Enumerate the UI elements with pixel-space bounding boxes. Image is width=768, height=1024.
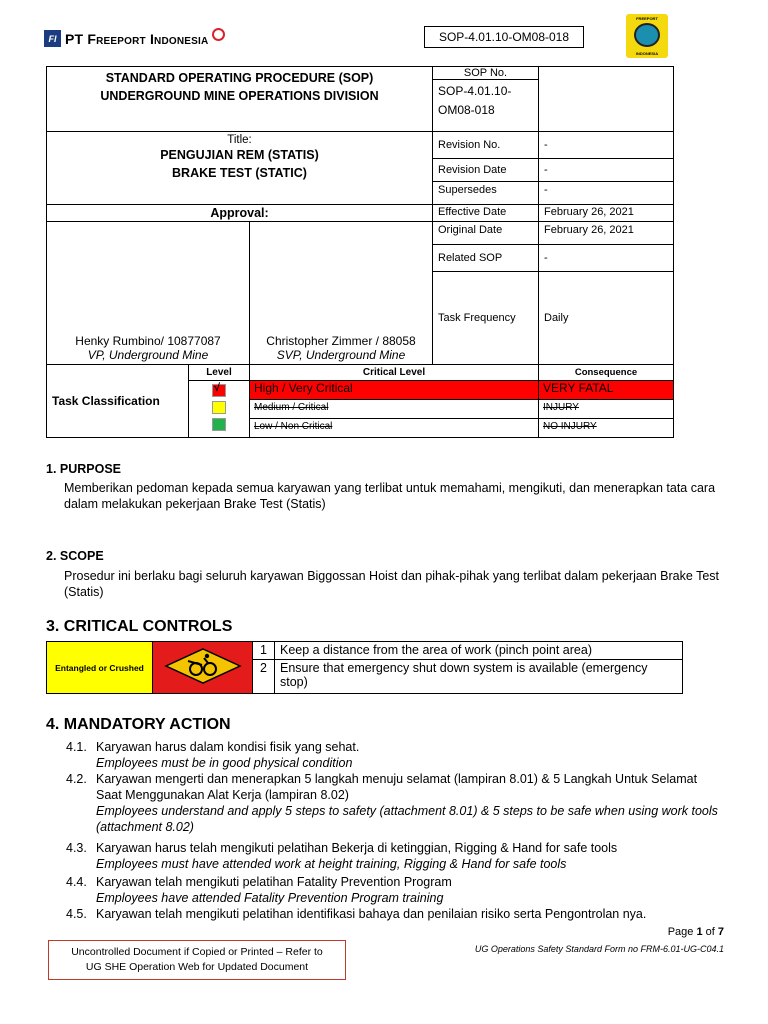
- notice-line2: UG SHE Operation Web for Updated Document: [85, 961, 309, 973]
- item-text-id: Karyawan telah mengikuti pelatihan Fatality Prevention Program: [96, 875, 452, 889]
- approver-1-role: VP, Underground Mine: [87, 348, 209, 362]
- approval-label: Approval:: [47, 205, 433, 222]
- logo-mark-icon: FI: [44, 30, 61, 47]
- level-swatch-medium: [212, 401, 226, 414]
- field-value: -: [539, 132, 674, 159]
- title-label: Title:: [227, 134, 252, 146]
- hazard-label: Entangled or Crushed: [47, 642, 153, 694]
- entanglement-warning-icon: [153, 642, 253, 694]
- sop-title-cell: [47, 67, 433, 132]
- item-text-en: Employees must have attended work at height training, Rigging & Hand for safe tools: [96, 857, 567, 871]
- company-name: PT Freeport Indonesia: [65, 30, 209, 47]
- badge-disc: [634, 23, 660, 47]
- logo-ring-icon: [212, 28, 225, 41]
- consequence-low: NO INJURY: [539, 419, 674, 438]
- control-number: 2: [253, 660, 275, 694]
- control-text: Ensure that emergency shut down system is available (emergency stop): [275, 660, 683, 694]
- form-number: UG Operations Safety Standard Form no FRM-6.01-UG-C04.1: [474, 944, 724, 954]
- approver-2-role: SVP, Underground Mine: [276, 348, 406, 362]
- uncontrolled-notice: [48, 940, 346, 980]
- field-value: -: [539, 245, 674, 272]
- title-id: PENGUJIAN REM (STATIS): [160, 148, 319, 162]
- item-text-id: Karyawan harus telah mengikuti pelatihan Bekerja di ketinggian, Rigging & Hand for safe tools: [96, 841, 618, 855]
- doc-number: SOP-4.01.10-OM08-018: [424, 26, 584, 48]
- field-value: February 26, 2021: [539, 205, 674, 222]
- critical-level-medium: Medium / Critical: [250, 400, 539, 419]
- field-label: Revision No.: [433, 132, 539, 159]
- page-current: 1: [696, 926, 703, 938]
- item-number: 4.4.: [66, 875, 87, 889]
- item-number: 4.1.: [66, 740, 87, 754]
- item-text-id: Karyawan mengerti dan menerapkan 5 langkah menuju selamat (lampiran 8.01) & 5 Langkah Untuk Selamat Saat Menggunakan Alat Kerja (lampiran 8.02): [96, 772, 698, 802]
- sop-title-line1: STANDARD OPERATING PROCEDURE (SOP): [105, 71, 374, 85]
- level-swatches: [189, 381, 250, 438]
- item-text-id: Karyawan harus dalam kondisi fisik yang sehat.: [96, 740, 360, 754]
- field-value: February 26, 2021: [539, 222, 674, 245]
- approver-2-name: Christopher Zimmer / 88058: [266, 334, 416, 348]
- level-header: Level: [189, 365, 250, 381]
- critical-controls-table: [46, 641, 683, 694]
- field-value: -: [539, 159, 674, 182]
- field-label: Task Frequency: [433, 272, 539, 365]
- item-number: 4.2.: [66, 772, 87, 786]
- field-label: Effective Date: [433, 205, 539, 222]
- page-number: [668, 926, 724, 938]
- level-swatch-low: [212, 418, 226, 431]
- notice-line1: Uncontrolled Document if Copied or Printed – Refer to: [71, 946, 323, 958]
- approver-1-name: Henky Rumbino/ 10877087: [75, 334, 221, 348]
- critical-level-header: Critical Level: [250, 365, 539, 381]
- sop-no-value: SOP-4.01.10-OM08-018: [433, 80, 539, 132]
- entanglement-warning-icon: [158, 643, 248, 689]
- level-swatch-high: [212, 384, 226, 397]
- sop-title-line2: UNDERGROUND MINE OPERATIONS DIVISION: [100, 89, 379, 103]
- sop-header-table: [46, 66, 674, 438]
- item-number: 4.5.: [66, 907, 87, 921]
- consequence-medium: INJURY: [539, 400, 674, 419]
- task-classification-label: Task Classification: [47, 365, 189, 438]
- list-item: [66, 840, 726, 872]
- consequence-header: Consequence: [539, 365, 674, 381]
- field-value: -: [539, 182, 674, 205]
- control-text: Keep a distance from the area of work (pinch point area): [275, 642, 683, 660]
- sop-no-label: SOP No.: [433, 67, 539, 80]
- badge-top-text: FREEPORT: [636, 16, 658, 21]
- item-text-en: Employees have attended Fatality Prevention Program training: [96, 891, 444, 905]
- purpose-text: Memberikan pedoman kepada semua karyawan yang terlibat untuk memahami, mengikuti, dan menerapkan tata cara dalam melakukan pekerjaan Brake Test (Statis): [64, 481, 716, 511]
- page-total: 7: [717, 926, 724, 938]
- list-item: [66, 874, 726, 906]
- consequence-high: VERY FATAL: [539, 381, 674, 400]
- check-icon: √: [214, 382, 221, 394]
- scope-text: Prosedur ini berlaku bagi seluruh karyawan Biggossan Hoist dan pihak-pihak yang terlibat dalam pekerjaan Brake Test (Statis): [64, 569, 720, 599]
- sop-no-empty: [539, 67, 674, 132]
- safety-badge-icon: [626, 14, 668, 58]
- field-label: Supersedes: [433, 182, 539, 205]
- critical-level-high: High / Very Critical: [250, 381, 539, 400]
- approver-1-cell: [47, 222, 250, 365]
- item-number: 4.3.: [66, 841, 87, 855]
- page-sep: of: [702, 926, 718, 938]
- mandatory-action-heading: 4. MANDATORY ACTION: [46, 716, 231, 733]
- approver-2-cell: [250, 222, 433, 365]
- critical-controls-heading: 3. CRITICAL CONTROLS: [46, 618, 233, 635]
- purpose-heading: 1. PURPOSE: [46, 462, 122, 476]
- company-logo: [44, 30, 225, 47]
- critical-level-low: Low / Non Critical: [250, 419, 539, 438]
- item-text-id: Karyawan telah mengikuti pelatihan identifikasi bahaya dan penilaian risiko serta Pengontrolan nya.: [96, 907, 647, 921]
- control-number: 1: [253, 642, 275, 660]
- scope-heading: 2. SCOPE: [46, 549, 104, 563]
- field-value: Daily: [539, 272, 674, 365]
- list-item: [66, 906, 726, 922]
- field-label: Revision Date: [433, 159, 539, 182]
- item-text-en: Employees must be in good physical condition: [96, 756, 353, 770]
- badge-bottom-text: INDONESIA: [635, 51, 659, 56]
- field-label: Original Date: [433, 222, 539, 245]
- field-label: Related SOP: [433, 245, 539, 272]
- list-item: [66, 771, 726, 835]
- item-text-en: Employees understand and apply 5 steps to safety (attachment 8.01) & 5 steps to be safe when using work tools (attachment 8.02): [96, 804, 718, 834]
- document-title-cell: [47, 132, 433, 205]
- title-en: BRAKE TEST (STATIC): [172, 166, 307, 180]
- list-item: [66, 739, 726, 771]
- page-prefix: Page: [667, 926, 697, 938]
